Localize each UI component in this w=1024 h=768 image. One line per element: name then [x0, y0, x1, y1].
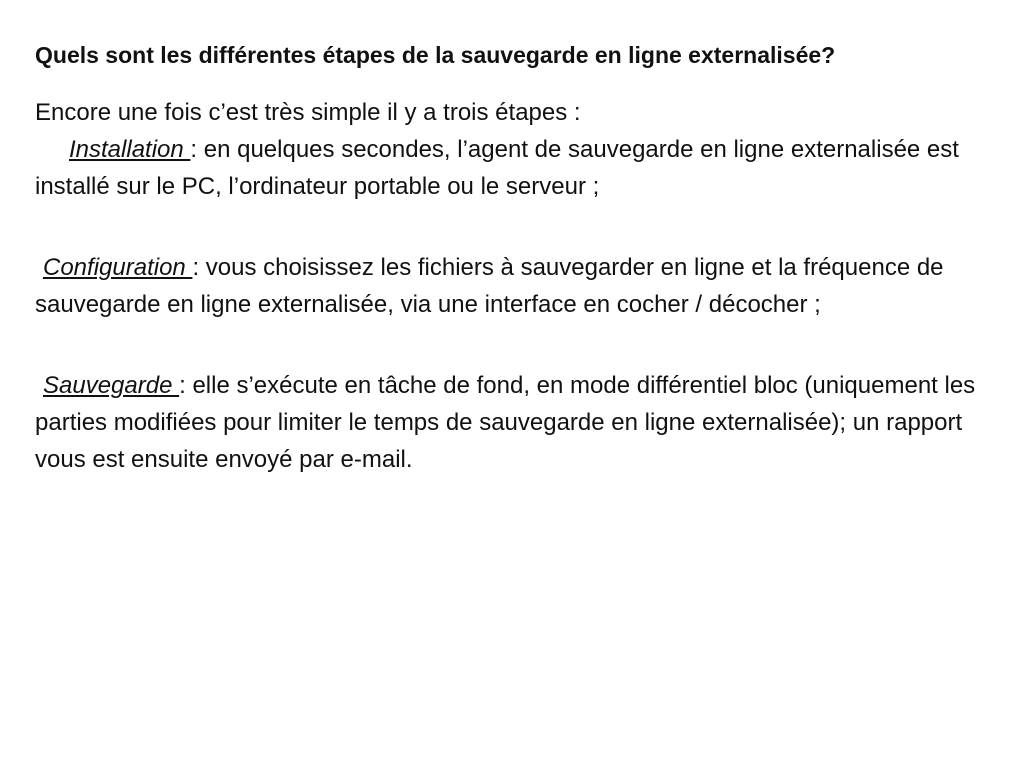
intro-text: Encore une fois c’est très simple il y a trois étapes : [35, 99, 581, 126]
step-term-sauvegarde: Sauvegarde [43, 372, 180, 399]
step-term-installation: Installation [69, 136, 191, 163]
step-configuration [35, 249, 995, 323]
slide-title: Quels sont les différentes étapes de la sauvegarde en ligne externalisée? [35, 42, 836, 68]
step-text-sauvegarde: : elle s’exécute en tâche de fond, en mode différentiel bloc (uniquement les parties modifiées pour limiter le temps de sauvegarde en ligne externalisée); un rapport vous est ensuite envoyé par e-mail. [35, 372, 976, 473]
step-text-configuration: : vous choisissez les fichiers à sauvegarder en ligne et la fréquence de sauvegarde en ligne externalisée, via une interface en cocher / décocher ; [35, 254, 944, 318]
step-text-installation: : en quelques secondes, l’agent de sauvegarde en ligne externalisée est installé sur le PC, l’ordinateur portable ou le serveur ; [35, 136, 959, 200]
step-sauvegarde [35, 367, 995, 478]
slide-content [35, 40, 995, 478]
step-installation [35, 131, 995, 205]
step-term-configuration: Configuration [43, 254, 193, 281]
